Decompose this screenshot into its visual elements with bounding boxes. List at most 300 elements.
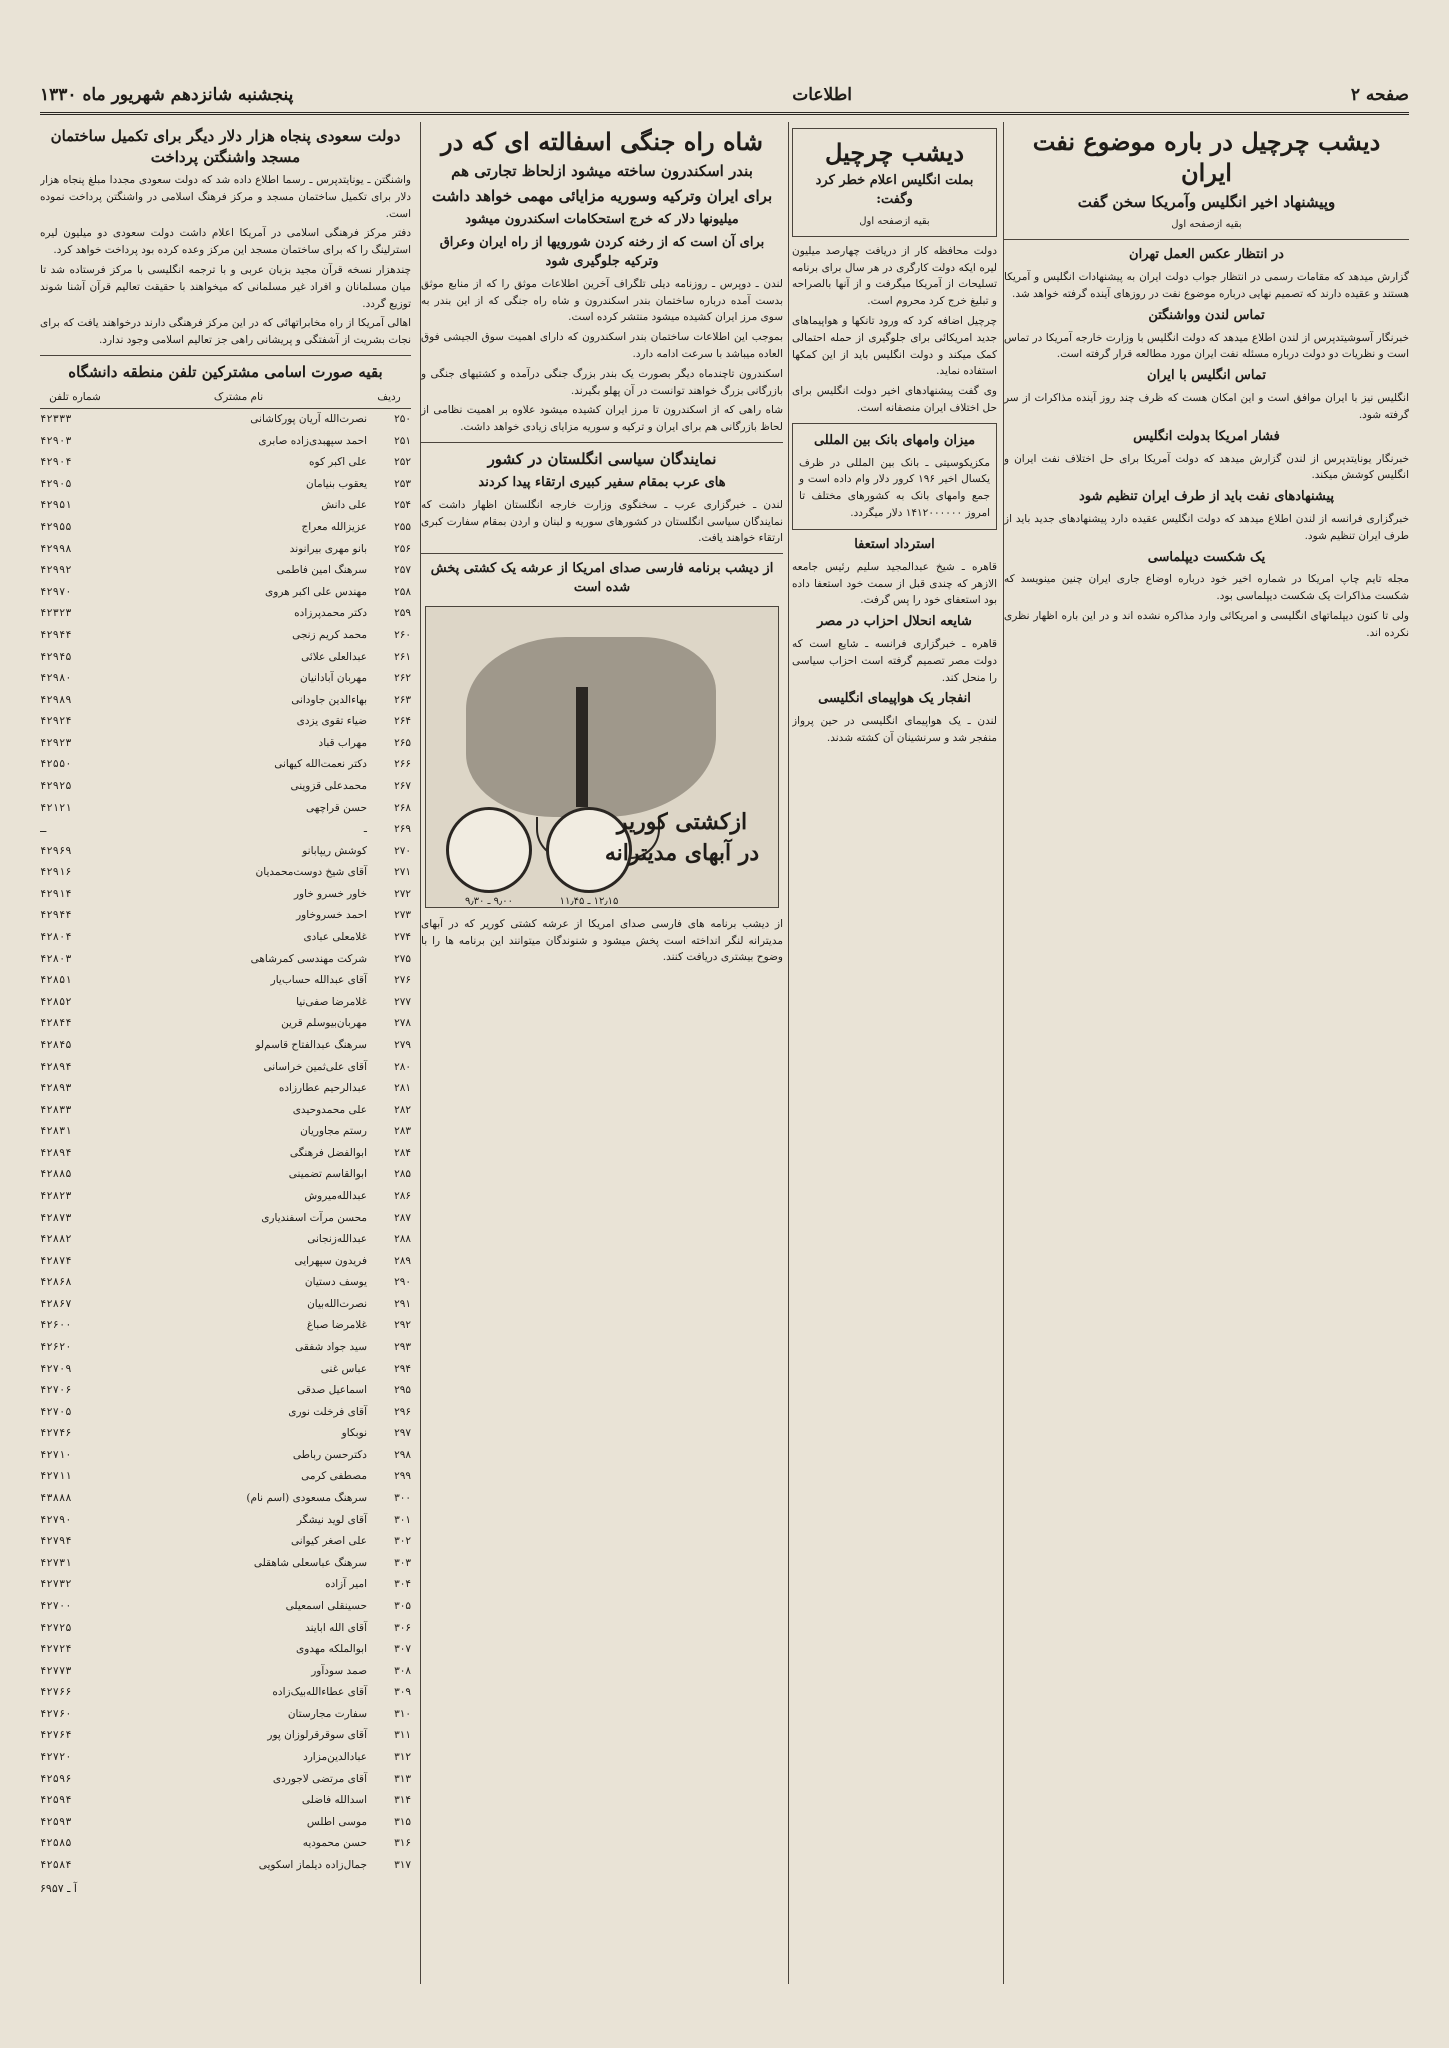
paper-name: اطلاعات	[792, 85, 852, 105]
iran-map-illustration	[466, 637, 716, 817]
ad-caption-line: ازکشتی کوریر	[616, 808, 748, 835]
phone-number: ۴۲۷۲۵	[40, 1621, 72, 1634]
phone-row-number: ۲۵۵	[394, 521, 411, 534]
article-paragraph: وی گفت پیشنهادهای اخیر دولت انگلیس برای حل اختلاف ایران منصفانه است.	[792, 385, 997, 415]
phone-subscriber-name: سفارت مجارستان	[287, 1707, 367, 1720]
phone-number: ۴۲۹۴۵	[40, 650, 72, 663]
column-saudi-phones	[40, 122, 411, 1984]
radio-tower-illustration	[576, 687, 588, 807]
phone-number: ۴۲۹۲۳	[40, 736, 72, 749]
phone-subscriber-name: صمد سودآور	[311, 1664, 367, 1677]
phone-number: ۴۲۵۸۴	[40, 1858, 72, 1871]
section-title: پیشنهادهای نفت باید از طرف ایران تنظیم شود	[1078, 489, 1335, 505]
phone-row-number: ۲۷۹	[394, 1038, 411, 1051]
table-row	[40, 1596, 411, 1618]
phone-row-number: ۲۶۲	[394, 672, 411, 685]
headline-churchill-warning: دیشب چرچیل	[824, 138, 965, 167]
phone-number: ۴۲۵۹۳	[40, 1815, 72, 1828]
section-title: یک شکست دیپلماسی	[1147, 549, 1266, 565]
table-row	[40, 1552, 411, 1574]
headline-churchill-oil: دیشب چرچیل در باره موضوع نفت ایران	[1032, 127, 1381, 188]
table-row	[40, 1272, 411, 1294]
phone-row-number: ۲۸۶	[394, 1189, 411, 1202]
phone-number: ۴۲۹۰۵	[40, 477, 72, 490]
phone-row-number: ۳۰۱	[394, 1513, 411, 1526]
phone-row-number: ۲۸۷	[394, 1211, 411, 1224]
section-title: انفجار یک هواپیمای انگلیسی	[818, 691, 971, 707]
table-row	[40, 430, 411, 452]
phone-subscriber-name: آقای لوید نیشگر	[296, 1513, 367, 1526]
phone-row-number: ۲۵۲	[394, 456, 411, 469]
phone-subscriber-name: جمال‌زاده دیلماز اسکویی	[258, 1858, 367, 1871]
phone-number: ۴۲۷۲۰	[40, 1751, 72, 1763]
phone-number: ۴۲۸۰۴	[40, 931, 72, 944]
phone-number: ۴۲۹۵۵	[40, 521, 72, 534]
article-paragraph: قاهره ـ خبرگزاری فرانسه ـ شایع است که دولت مصر تصمیم گرفته است احزاب سیاسی را منحل کند.	[792, 637, 997, 684]
column-iskenderun	[421, 122, 783, 1984]
phone-row-number: ۲۶۵	[394, 736, 411, 749]
phone-subscriber-name: سرهنگ امین فاطمی	[276, 564, 367, 577]
phone-number: ۴۲۹۶۹	[40, 844, 72, 857]
phone-number: ۴۲۷۶۴	[40, 1729, 72, 1742]
table-row	[40, 560, 411, 582]
clock-icon	[446, 807, 532, 907]
section-subtitle: های عرب بمقام سفیر کبیری ارتقاء پیدا کردند	[478, 474, 726, 490]
phone-number: ۴۲۷۲۴	[40, 1643, 72, 1656]
phone-row-number: ۲۵۳	[394, 477, 411, 490]
phone-subscriber-name: موسی اطلس	[306, 1815, 367, 1828]
phone-row-number: ۲۷۸	[394, 1017, 411, 1030]
phone-row-number: ۳۱۰	[394, 1707, 411, 1720]
phone-subscriber-name: رستم مجاوریان	[300, 1125, 367, 1138]
phone-subscriber-name: آقای علی‌ثمین خراسانی	[263, 1060, 367, 1073]
phone-row-number: ۳۱۱	[394, 1729, 411, 1742]
phone-number: ۴۲۸۸۵	[40, 1168, 72, 1181]
headline-iskenderun: شاه راه جنگی اسفالته ای که در	[441, 127, 763, 156]
phone-subscriber-name: آقای فرخلت نوری	[288, 1405, 367, 1418]
phone-row-number: ۲۸۵	[394, 1168, 411, 1181]
phone-number: ۴۲۷۳۲	[40, 1578, 72, 1591]
phone-row-number: ۲۷۳	[394, 909, 411, 922]
phone-row-number: ۲۶۳	[394, 693, 411, 706]
phone-subscriber-name: غلامرضا صفی‌نیا	[296, 995, 367, 1008]
phone-number: ۴۲۹۱۶	[40, 866, 72, 879]
phone-number: ۴۲۹۵۱	[40, 499, 72, 512]
subhead-iskenderun-4: برای آن است که از رخنه کردن شورویها از راه ایران وعراق وترکیه جلوگیری شود	[439, 235, 765, 269]
table-row	[40, 452, 411, 474]
phone-number: ۴۲۹۹۲	[40, 564, 72, 577]
phone-number: ۴۲۷۱۰	[40, 1448, 72, 1461]
article-paragraph: شاه راهی که از اسکندرون تا مرز ایران کشیده میشود علاوه بر اهمیت نظامی از لحاظ بازرگانی هم برای ایران و ترکیه و سوریه مزایای زیادی خواهد داشت.	[421, 404, 783, 434]
article-paragraph: دفتر مرکز فرهنگی اسلامی در آمریکا اعلام داشت دولت سعودی دو میلیون لیره استرلینگ را که برای ساختمان مسجد این مرکز وعده کرده بود پرداخت خواهد کرد.	[40, 227, 411, 257]
phone-row-number: ۲۸۸	[394, 1233, 411, 1246]
phone-row-number: ۲۶۱	[394, 650, 411, 663]
phone-number: ۴۲۷۶۶	[40, 1686, 72, 1699]
page-label: صفحه ۲	[1350, 85, 1409, 105]
table-row	[40, 1315, 411, 1337]
world-bank-box	[792, 423, 997, 530]
table-header-row	[40, 387, 411, 408]
phone-subscriber-name: حسینقلی اسمعیلی	[285, 1599, 367, 1612]
phone-subscriber-name: علی اکبر کوه	[309, 456, 367, 469]
phone-number: ۴۲۷۰۵	[40, 1405, 72, 1418]
phone-subscriber-name: مهربان‌بیوسلم قرین	[281, 1017, 367, 1030]
phone-number: ۴۲۳۲۳	[40, 607, 72, 620]
table-row	[40, 776, 411, 798]
masthead	[40, 78, 1409, 115]
phone-number: ۴۲۹۱۴	[40, 887, 72, 900]
phone-row-number: ۲۹۴	[394, 1362, 411, 1375]
table-row	[40, 1725, 411, 1747]
phone-subscriber-name: سرهنگ مسعودی (اسم نام)	[246, 1492, 367, 1505]
phone-subscriber-name: امیر آزاده	[325, 1578, 367, 1591]
phone-subscriber-name: علی محمدوحیدی	[292, 1103, 367, 1116]
table-row	[40, 1293, 411, 1315]
article-paragraph: لندن ـ یک هواپیمای انگلیسی در حین پرواز منفجر شد و سرنشینان آن کشته شدند.	[792, 715, 997, 744]
phone-subscriber-name: محسن مرآت اسفندیاری	[261, 1211, 367, 1224]
phone-row-number: ۲۶۰	[394, 628, 411, 641]
table-row	[40, 754, 411, 776]
phone-row-number: ۲۵۹	[394, 607, 411, 620]
phone-number: ۴۲۸۸۲	[40, 1233, 72, 1246]
phone-number: ۴۲۹۴۴	[40, 628, 72, 641]
phone-row-number: ۲۸۳	[394, 1125, 411, 1138]
phone-subscriber-name: عزیزالله معراج	[301, 521, 367, 534]
phone-number: ۴۲۵۹۶	[40, 1772, 72, 1785]
phone-subscriber-name: ـ	[363, 823, 367, 836]
phone-number: ۴۲۹۰۳	[40, 434, 72, 447]
phone-subscriber-name: یعقوب بنیامان	[306, 477, 367, 490]
table-row	[40, 797, 411, 819]
phone-row-number: ۲۵۰	[394, 413, 411, 426]
phone-number: ۴۲۹۰۴	[40, 456, 72, 469]
article-paragraph: اهالی آمریکا از راه مخابراتهائی که در این مرکز فرهنگی دارند درخواهند یافت که برای نجات بشریت از آشفتگی و پریشانی راهی جز تعالیم اسلامی وجود ندارد.	[40, 317, 411, 347]
phone-number: ۴۲۹۸۰	[40, 672, 72, 685]
phone-number: ۴۳۸۸۸	[40, 1492, 72, 1505]
table-row	[40, 883, 411, 905]
table-row	[40, 1121, 411, 1143]
section-title: استرداد استعفا	[854, 536, 935, 552]
phone-subscriber-name: احمد خسروخاور	[296, 909, 367, 922]
phone-subscriber-name: شرکت مهندسی کمرشاهی	[250, 952, 367, 965]
section-title: تماس انگلیس با ایران	[1147, 368, 1266, 384]
phone-number: ۴۲۹۸۹	[40, 693, 72, 706]
section-title: در انتظار عکس العمل تهران	[1129, 247, 1284, 263]
phone-subscriber-name: ابوالفضل فرهنگی	[289, 1146, 367, 1159]
article-paragraph: لندن ـ خبرگزاری عرب ـ سخنگوی وزارت خارجه انگلستان اظهار داشت که نمایندگان سیاسی انگلستان در کشورهای سوریه و لبنان و اردن بمقام سفارت کبری ارتقاء خواهند یافت.	[421, 498, 783, 545]
phone-number: ۴۲۸۴۴	[40, 1017, 72, 1030]
phone-subscriber-name: آقای شیخ دوست‌محمدیان	[255, 866, 367, 879]
phone-subscriber-name: نصرت‌الله‌بیان	[307, 1297, 367, 1310]
table-row	[40, 1811, 411, 1833]
section-title: میزان وامهای بانک بین المللی	[813, 432, 976, 448]
article-paragraph: خبرنگار یونایتدپرس از لندن گزارش میدهد که دولت آمریکا برای حل اختلاف نفت ایران و انگلیس کوشش میکند.	[1004, 452, 1409, 482]
table-row	[40, 581, 411, 603]
phone-number: ۴۲۹۹۸	[40, 542, 72, 555]
column-churchill-oil	[1004, 122, 1409, 1984]
subhead-iskenderun-1: بندر اسکندرون ساخته میشود ازلحاظ تجارتی هم	[451, 162, 753, 181]
phone-subscriber-name: حسن محمودیه	[302, 1837, 367, 1850]
phone-subscriber-name: ضیاء تقوی یزدی	[296, 715, 367, 728]
phone-subscriber-name: محمد کریم زنجی	[292, 628, 367, 641]
continued-note: بقیه ازصفحه اول	[859, 215, 930, 227]
column-churchill-warning	[792, 122, 997, 1984]
phone-number: ۴۲۷۰۶	[40, 1384, 72, 1397]
table-row	[40, 1078, 411, 1100]
article-paragraph: واشنگتن ـ یونایتدپرس ـ رسما اطلاع داده شد که دولت سعودی مجددا مبلغ پنجاه هزار دلار برای تکمیل ساختمان مسجد و مرکز فرهنگ اسلامی در واشنگتن پرداخت نموده است.	[40, 174, 411, 220]
article-paragraph: خبرگزاری فرانسه از لندن اطلاع میدهد که دولت انگلیس عقیده دارد پیشنهادهای جدید باید از طرف ایران تنظیم شود.	[1004, 512, 1409, 542]
phone-row-number: ۲۹۷	[394, 1427, 411, 1440]
column-header-name: نام مشترک	[110, 387, 367, 408]
phone-row-number: ۲۷۵	[394, 952, 411, 965]
column-rule	[420, 122, 421, 1984]
phone-number: ۴۲۶۲۰	[40, 1341, 72, 1354]
ad-heading: از دیشب برنامه فارسی صدای امریکا از عرشه یک کشتی پخش شده است	[430, 561, 774, 595]
subhead-churchill-warning: بملت انگلیس اعلام خطر کرد وگفت:	[815, 173, 974, 208]
table-row	[40, 991, 411, 1013]
table-row	[40, 1531, 411, 1553]
phone-row-number: ۲۸۹	[394, 1254, 411, 1267]
phone-subscriber-name: عبدالرحیم عطارزاده	[278, 1082, 367, 1095]
divider	[40, 355, 411, 356]
table-row	[40, 1574, 411, 1596]
phone-row-number: ۲۸۲	[394, 1103, 411, 1116]
phone-directory-table	[40, 387, 411, 1876]
phone-number: ۴۲۷۳۱	[40, 1556, 72, 1569]
table-row	[40, 732, 411, 754]
phone-number: ۴۲۸۵۲	[40, 995, 72, 1008]
broadcast-time: ۱۲٫۱۵ ـ ۱۱٫۴۵	[559, 895, 619, 907]
article-paragraph: قاهره ـ شیخ عبدالمجید سلیم رئیس جامعه الازهر که چندی قبل از سمت خود استعفا داده بود استعفای خود را پس گرفت.	[792, 560, 997, 607]
phone-number: ۴۲۷۷۳	[40, 1664, 72, 1677]
phone-row-number: ۲۵۴	[394, 499, 411, 512]
phone-row-number: ۲۶۹	[394, 823, 411, 836]
phone-number: ۴۲۸۶۷	[40, 1297, 72, 1310]
phone-subscriber-name: عبدالله‌میروش	[304, 1189, 367, 1202]
article-paragraph: انگلیس نیز با ایران موافق است و این امکان هست که ظرف چند روز آینده مذاکرات از سر گرفته شود.	[1004, 392, 1409, 421]
phone-number: ۴۲۹۲۵	[40, 779, 72, 792]
phone-row-number: ۲۹۶	[394, 1405, 411, 1418]
phone-subscriber-name: سرهنگ عباسعلی شاهقلی	[253, 1556, 367, 1569]
phone-number: ۴۲۷۱۱	[40, 1470, 72, 1483]
phone-subscriber-name: اسماعیل صدقی	[297, 1384, 367, 1397]
table-row	[40, 1207, 411, 1229]
headline-saudi-mosque: دولت سعودی پنجاه هزار دلار دیگر برای تکمیل ساختمان مسجد واشنگتن پرداخت	[50, 127, 401, 166]
phone-subscriber-name: دکترحسن رباطی	[292, 1448, 367, 1461]
table-row	[40, 1790, 411, 1812]
table-row	[40, 1142, 411, 1164]
subhead-iskenderun-3: میلیونها دلار که خرج استحکامات اسکندرون میشود	[465, 212, 739, 228]
table-row	[40, 1703, 411, 1725]
phone-subscriber-name: سید جواد شفقی	[295, 1341, 367, 1354]
phone-subscriber-name: دکتر محمدپرزاده	[294, 607, 367, 620]
table-row	[40, 840, 411, 862]
phone-row-number: ۲۹۵	[394, 1384, 411, 1397]
phone-row-number: ۳۰۷	[394, 1643, 411, 1656]
print-code: آ ـ ۶۹۵۷	[40, 1882, 77, 1896]
phone-subscriber-name: نصرت‌الله آریان پورکاشانی	[250, 413, 367, 426]
phone-row-number: ۳۱۵	[394, 1815, 411, 1828]
phone-number: ۴۲۹۲۴	[40, 715, 72, 728]
phone-subscriber-name: آقای سوقرقرلوزان پور	[267, 1729, 367, 1742]
phone-number: ۴۲۵۸۵	[40, 1837, 72, 1850]
phone-subscriber-name: سرهنگ عبدالفتاح قاسم‌لو	[255, 1038, 367, 1051]
table-row	[40, 1855, 411, 1877]
table-row	[40, 1639, 411, 1661]
ad-caption	[602, 807, 762, 869]
phone-number: ۴۲۷۹۰	[40, 1513, 72, 1526]
phone-subscriber-name: فریدون سپهرایی	[294, 1254, 367, 1267]
ad-caption-line: در آبهای مدیترانه	[604, 839, 760, 866]
table-row	[40, 1099, 411, 1121]
phone-number: ۴۲۸۷۴	[40, 1254, 72, 1267]
table-row	[40, 1768, 411, 1790]
phone-number: ۴۲۸۳۱	[40, 1125, 72, 1138]
phone-row-number: ۳۱۳	[394, 1772, 411, 1785]
phone-number: ۴۲۸۶۸	[40, 1276, 72, 1289]
article-paragraph: مجله تایم چاپ امریکا در شماره اخیر خود درباره اوضاع جاری ایران چنین مینویسد که شکست مذاکرات یک شکست دیپلماسی بود.	[1004, 573, 1409, 603]
table-row	[40, 1186, 411, 1208]
phone-number: ۴۲۸۷۳	[40, 1211, 72, 1224]
section-title: شایعه انحلال احزاب در مصر	[817, 614, 972, 630]
table-row	[40, 1445, 411, 1467]
phone-row-number: ۳۱۶	[394, 1837, 411, 1850]
phone-row-number: ۲۸۰	[394, 1060, 411, 1073]
phone-row-number: ۲۷۷	[394, 995, 411, 1008]
article-paragraph: دولت محافظه کار از دریافت چهارصد میلیون لیره ایکه دولت کارگری در هر سال برای برنامه تسلیحات از آمریکا میگرفت و از آنها بالصراحه و تبلیغ خرج کرد محروم است.	[792, 244, 997, 308]
table-row	[40, 495, 411, 517]
table-row	[40, 1617, 411, 1639]
phone-row-number: ۲۶۶	[394, 758, 411, 771]
article-paragraph: از دیشب برنامه های فارسی صدای امریکا از عرشه کشتی کوریر که در آبهای مدیترانه لنگر انداخته است پخش میشود و شنوندگان میتوانند این برنامه ها را با وضوح بیشتری دریافت کنند.	[421, 917, 783, 964]
table-row	[40, 1380, 411, 1402]
table-row	[40, 711, 411, 733]
issue-date: پنجشنبه شانزدهم شهریور ماه ۱۳۳۰	[40, 85, 294, 105]
table-row	[40, 970, 411, 992]
phone-subscriber-name: بانو مهری بیرانوند	[289, 542, 367, 555]
headline-box	[792, 128, 997, 237]
phone-number: ۴۲۳۳۳	[40, 413, 72, 426]
table-row	[40, 862, 411, 884]
voice-of-america-ad	[425, 606, 779, 908]
article-paragraph: بموجب این اطلاعات ساختمان بندر اسکندرون که دارای اهمیت سوق الجیشی فوق العاده میباشد با سرعت ادامه دارد.	[421, 331, 783, 360]
phone-row-number: ۲۹۳	[394, 1341, 411, 1354]
phone-row-number: ۲۸۴	[394, 1146, 411, 1159]
article-paragraph: ولی تا کنون دیپلماتهای انگلیسی و امریکائی وارد مذاکره نشده اند و در این باره اظهار نظری نکرده اند.	[1004, 610, 1409, 639]
phone-row-number: ۲۹۲	[394, 1319, 411, 1332]
phone-subscriber-name: مصطفی کرمی	[301, 1470, 367, 1483]
phone-row-number: ۲۷۰	[394, 844, 411, 857]
table-row	[40, 517, 411, 539]
phone-subscriber-name: عبدالعلی علائی	[301, 650, 367, 663]
phone-subscriber-name: دکتر نعمت‌الله کیهانی	[274, 758, 367, 771]
phone-number: ۴۲۷۰۹	[40, 1362, 72, 1375]
table-row	[40, 1747, 411, 1769]
column-header-number: شماره تلفن	[40, 387, 110, 408]
phone-subscriber-name: یوسف دستیان	[304, 1276, 367, 1289]
table-row	[40, 1164, 411, 1186]
column-header-row: ردیف	[367, 387, 411, 408]
phone-row-number: ۲۷۴	[394, 931, 411, 944]
phone-row-number: ۳۰۳	[394, 1556, 411, 1569]
phone-subscriber-name: کوشش ریپابانو	[302, 844, 367, 857]
table-row	[40, 1229, 411, 1251]
phone-subscriber-name: اسدالله فاضلی	[301, 1794, 367, 1807]
article-paragraph: مکزیکوسیتی ـ بانک بین المللی در ظرف یکسال اخیر ۱۹۶ کرور دلار وام داده است و جمع وامهای بانک به کشورهای مختلف تا امروز ۱۴۱۲۰۰۰۰۰۰ دلار میگردد.	[799, 456, 990, 520]
table-row	[40, 1833, 411, 1855]
table-row	[40, 1250, 411, 1272]
divider	[421, 553, 783, 554]
phone-row-number: ۲۹۸	[394, 1448, 411, 1461]
table-row	[40, 538, 411, 560]
phone-row-number: ۲۷۲	[394, 887, 411, 900]
phone-number: ۴۲۵۹۴	[40, 1794, 72, 1807]
divider	[421, 442, 783, 443]
phone-subscriber-name: نوبکاو	[341, 1427, 367, 1440]
table-row	[40, 1682, 411, 1704]
phone-subscriber-name: آقای عطاءالله‌بیک‌زاده	[272, 1686, 367, 1699]
phone-subscriber-name: عبدالله‌زنجانی	[307, 1233, 367, 1246]
phone-number: ۴۲۸۴۵	[40, 1038, 72, 1051]
phone-row-number: ۳۱۲	[394, 1751, 411, 1763]
phone-subscriber-name: بهاءالدین جاودانی	[291, 693, 367, 706]
phone-number: ۴۲۷۴۶	[40, 1427, 72, 1440]
phone-row-number: ۳۰۰	[394, 1492, 411, 1505]
phone-subscriber-name: مهربان آبادانیان	[299, 672, 367, 685]
table-row	[40, 646, 411, 668]
table-row	[40, 1035, 411, 1057]
article-paragraph: چندهزار نسخه قرآن مجید بزبان عربی و با ترجمه انگلیسی با مرکز فرستاده شد تا میان مسلمانان و افراد غیر مسلمانی که میخواهند با حقیقت تعالیم قرآن آشنا شوند توزیع گردد.	[40, 263, 411, 310]
article-paragraph: چرچیل اضافه کرد که ورود تانکها و هواپیماهای جدید امریکائی برای جلوگیری از حمله احتمالی کمک میکند و دولت انگلیس باید از این کمکها استفاده نماید.	[792, 315, 997, 378]
phone-row-number: ۳۰۲	[394, 1535, 411, 1548]
phone-row-number: ۲۶۷	[394, 779, 411, 792]
subhead-churchill-oil: وپیشنهاد اخیر انگلیس وآمریکا سخن گفت	[1077, 193, 1336, 212]
phone-subscriber-name: علی اصغر کیوانی	[290, 1535, 367, 1548]
table-row	[40, 1423, 411, 1445]
phone-subscriber-name: آقای مرتضی لاجوردی	[272, 1772, 367, 1785]
article-paragraph: لندن ـ دوپرس ـ روزنامه دیلی تلگراف آخرین اطلاعات موثق را که از منابع موثق بدست آمده درباره ساختمان بندر اسکندرون و شاه راه جنگی که از این بندر به سوی مرز ایران کشیده میشود منتشر کرده است.	[421, 277, 783, 324]
phone-subscriber-name: حسن قراچهی	[305, 801, 367, 814]
phone-row-number: ۲۷۶	[394, 974, 411, 987]
phone-row-number: ۳۰۴	[394, 1578, 411, 1591]
phone-row-number: ۲۵۶	[394, 542, 411, 555]
phone-number: ۴۲۷۰۰	[40, 1599, 72, 1612]
phone-row-number: ۳۰۸	[394, 1664, 411, 1677]
table-row	[40, 1488, 411, 1510]
phone-subscriber-name: آقای عبدالله حساب‌یار	[270, 974, 367, 987]
phone-row-number: ۲۵۱	[394, 434, 411, 447]
phone-row-number: ۳۰۶	[394, 1621, 411, 1634]
phone-number: ۴۲۸۹۴	[40, 1146, 72, 1159]
continued-note: بقیه ازصفحه اول	[1171, 219, 1242, 231]
phone-subscriber-name: خاور خسرو خاور	[293, 887, 367, 900]
phone-number: ۴۲۸۹۳	[40, 1082, 72, 1095]
phone-row-number: ۳۱۷	[394, 1858, 411, 1871]
divider	[1004, 239, 1409, 240]
broadcast-time: ۹٫۰۰ ـ ۹٫۳۰	[464, 895, 514, 907]
phone-number: ۴۲۹۴۴	[40, 909, 72, 922]
section-title: تماس لندن وواشنگتن	[1148, 307, 1265, 323]
table-row	[40, 1466, 411, 1488]
phone-row-number: ۲۶۴	[394, 715, 411, 728]
table-row	[40, 668, 411, 690]
table-row	[40, 603, 411, 625]
table-row	[40, 1013, 411, 1035]
article-paragraph: گزارش میدهد که مقامات رسمی در انتظار جواب دولت ایران به پیشنهادات انگلیس و آمریکا هستند و عقیده دارند که تصمیم نهایی درباره موضوع نفت در روزهای آینده گرفته خواهد شد.	[1004, 271, 1409, 301]
phone-number: ۴۲۷۶۰	[40, 1707, 72, 1720]
phone-number: ۴۲۸۳۳	[40, 1103, 72, 1116]
column-rule	[1003, 122, 1004, 1984]
